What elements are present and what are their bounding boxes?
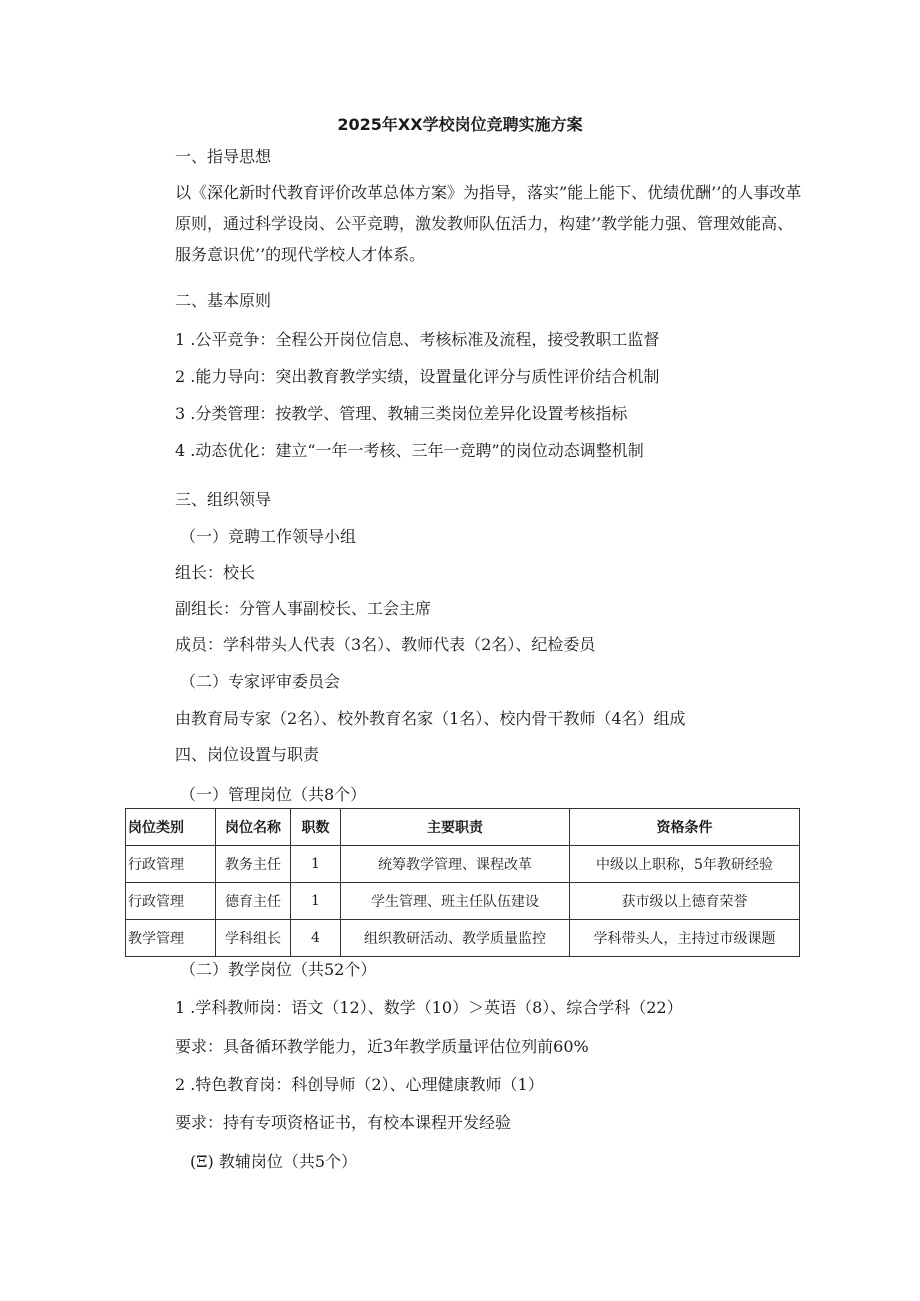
table-cell: 教学管理 (126, 920, 216, 957)
table-header-cell: 职数 (291, 809, 341, 846)
subheading-leading-group: （一）竞聘工作领导小组 (180, 527, 357, 546)
table-header-cell: 资格条件 (570, 809, 800, 846)
table-cell: 统筹教学管理、课程改革 (341, 846, 570, 883)
teaching-requirement-2: 要求：持有专项资格证书，有校本课程开发经验 (175, 1113, 512, 1132)
table-cell: 学科组长 (216, 920, 291, 957)
table-cell: 学科带头人，主持过市级课题 (570, 920, 800, 957)
leader-line: 组长：校长 (175, 563, 256, 582)
table-cell: 教务主任 (216, 846, 291, 883)
table-cell: 行政管理 (126, 846, 216, 883)
members-line: 成员：学科带头人代表（3名）、教师代表（2名）、纪检委员 (175, 635, 596, 654)
subheading-management-positions: （一）管理岗位（共8个） (180, 785, 367, 804)
table-cell: 学生管理、班主任队伍建设 (341, 883, 570, 920)
table-cell: 行政管理 (126, 883, 216, 920)
principle-item-3: 3 .分类管理：按教学、管理、教辅三类岗位差异化设置考核指标 (175, 404, 628, 423)
teaching-item-2: 2 .特色教育岗：科创导师（2）、心理健康教师（1） (175, 1075, 544, 1094)
table-cell: 中级以上职称，5年教研经验 (570, 846, 800, 883)
principle-item-2: 2 .能力导向：突出教育教学实绩，设置量化评分与质性评价结合机制 (175, 367, 660, 386)
table-row (126, 920, 800, 957)
table-row (126, 846, 800, 883)
teaching-requirement-1: 要求：具备循环教学能力，近3年教学质量评估位列前60% (175, 1037, 589, 1056)
subheading-support-positions: (Ξ) 教辅岗位（共5个） (190, 1152, 358, 1171)
table-row (126, 883, 800, 920)
table-cell: 1 (291, 883, 341, 920)
guiding-ideology-text: 以《深化新时代教育评价改革总体方案》为指导，落实”能上能下、优绩优酬’’的人事改革原则，通过科学设岗、公平竞聘，激发教师队伍活力，构建’’教学能力强、管理效能高、服务意识优’’的现代学校人才体系。 (175, 183, 802, 264)
table-cell: 组织教研活动、教学质量监控 (341, 920, 570, 957)
subheading-teaching-positions: （二）教学岗位（共52个） (180, 960, 377, 979)
table-header-cell: 岗位名称 (216, 809, 291, 846)
principle-item-4: 4 .动态优化：建立“一年一考核、三年一竞聘”的岗位动态调整机制 (175, 441, 644, 460)
table-header-row (126, 809, 800, 846)
table-cell: 1 (291, 846, 341, 883)
principle-item-1: 1 .公平竞争：全程公开岗位信息、考核标准及流程，接受教职工监督 (175, 330, 660, 349)
table-header-cell: 岗位类别 (126, 809, 216, 846)
expert-committee-line: 由教育局专家（2名）、校外教育名家（1名）、校内骨干教师（4名）组成 (175, 709, 686, 728)
table-cell: 德育主任 (216, 883, 291, 920)
document-title: 2025年XX学校岗位竞聘实施方案 (337, 115, 583, 134)
deputy-leader-line: 副组长：分管人事副校长、工会主席 (175, 599, 432, 618)
management-positions-table (125, 808, 800, 957)
section-heading-organization: 三、组织领导 (175, 490, 272, 509)
subheading-expert-committee: （二）专家评审委员会 (180, 672, 341, 691)
teaching-item-1: 1 .学科教师岗：语文（12）、数学（10）＞英语（8）、综合学科（22） (175, 998, 683, 1017)
table-cell: 4 (291, 920, 341, 957)
section-heading-positions: 四、岗位设置与职责 (175, 745, 320, 764)
section-heading-guiding-ideology: 一、指导思想 (175, 147, 272, 166)
section-heading-basic-principles: 二、基本原则 (175, 291, 272, 310)
table-header-cell: 主要职责 (341, 809, 570, 846)
table-cell: 获市级以上德育荣誉 (570, 883, 800, 920)
guiding-ideology-paragraph (175, 177, 803, 270)
